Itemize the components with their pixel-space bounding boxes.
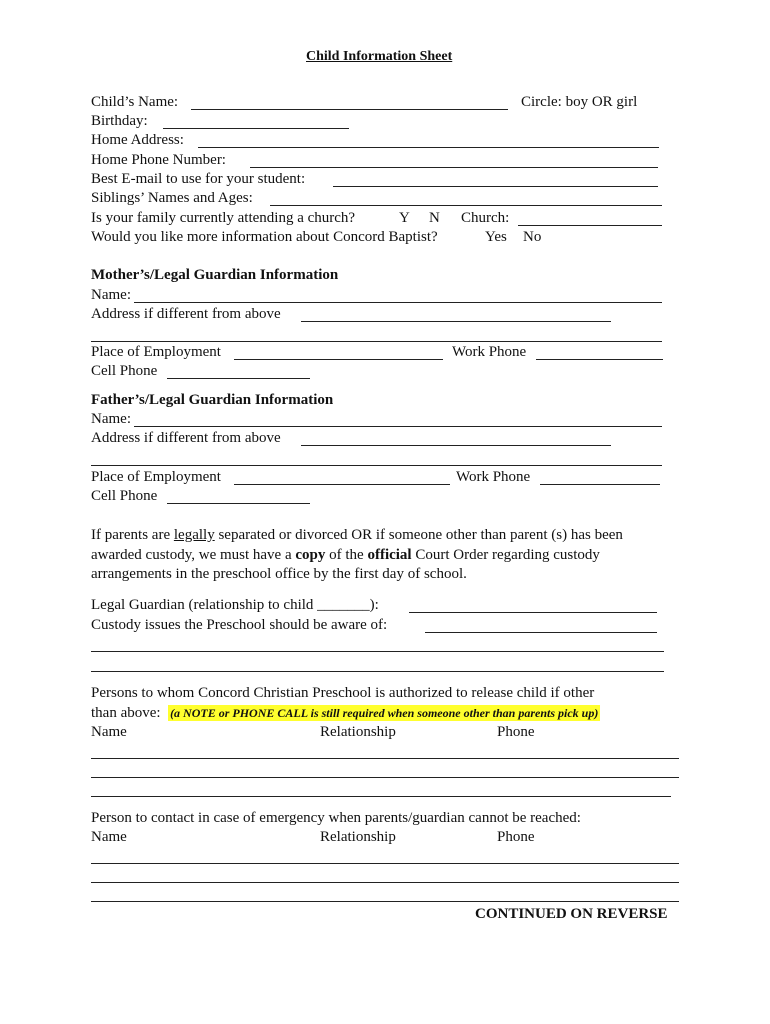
custody-issues-line2[interactable] (91, 651, 664, 652)
custody-issues-line3[interactable] (91, 671, 664, 672)
birthday-label: Birthday: (91, 113, 148, 129)
page-title: Child Information Sheet (306, 49, 453, 64)
father-name-field[interactable] (134, 426, 662, 427)
father-cell-field[interactable] (167, 503, 310, 504)
continued-footer: CONTINUED ON REVERSE (475, 906, 668, 922)
birthday-field[interactable] (163, 128, 349, 129)
release-line-1[interactable] (91, 758, 679, 759)
release-intro-2: than above: (a NOTE or PHONE CALL is still required when someone other than parents pick up) (91, 705, 599, 721)
mother-employment-label: Place of Employment (91, 344, 221, 360)
church-field[interactable] (518, 225, 662, 226)
more-info-yes-option[interactable]: Yes (485, 229, 507, 245)
legal-guardian-field[interactable] (409, 612, 657, 613)
church-question: Is your family currently attending a church? (91, 210, 356, 226)
father-name-label: Name: (91, 411, 131, 427)
emergency-col-relationship: Relationship (320, 829, 396, 845)
father-work-phone-field[interactable] (540, 484, 660, 485)
home-address-label: Home Address: (91, 132, 184, 148)
home-address-field[interactable] (198, 147, 659, 148)
custody-issues-label: Custody issues the Preschool should be aware of: (91, 617, 388, 633)
church-yes-option[interactable]: Y (399, 210, 410, 226)
mother-address-label: Address if different from above (91, 306, 281, 322)
child-name-field[interactable] (191, 109, 508, 110)
mother-address-field[interactable] (301, 321, 611, 322)
home-phone-field[interactable] (250, 167, 658, 168)
home-phone-label: Home Phone Number: (91, 152, 226, 168)
father-heading: Father’s/Legal Guardian Information (91, 392, 334, 408)
father-address-label: Address if different from above (91, 430, 281, 446)
emergency-col-name: Name (91, 829, 127, 845)
child-name-label: Child’s Name: (91, 94, 179, 110)
release-line-3[interactable] (91, 796, 671, 797)
email-field[interactable] (333, 186, 658, 187)
release-intro: Persons to whom Concord Christian Preschool is authorized to release child if other (91, 685, 595, 701)
emergency-line-1[interactable] (91, 863, 679, 864)
church-label: Church: (461, 210, 510, 226)
mother-name-field[interactable] (134, 302, 662, 303)
emergency-line-2[interactable] (91, 882, 679, 883)
emergency-col-phone: Phone (497, 829, 535, 845)
mother-cell-label: Cell Phone (91, 363, 158, 379)
release-col-name: Name (91, 724, 127, 740)
father-address-line2[interactable] (91, 465, 662, 466)
release-note: (a NOTE or PHONE CALL is still required when someone other than parents pick up) (170, 706, 599, 720)
mother-employment-field[interactable] (234, 359, 443, 360)
emergency-line-3[interactable] (91, 901, 679, 902)
release-line-2[interactable] (91, 777, 679, 778)
mother-cell-field[interactable] (167, 378, 310, 379)
father-cell-label: Cell Phone (91, 488, 158, 504)
official-emphasis: official (367, 546, 412, 563)
mother-work-phone-label: Work Phone (452, 344, 527, 360)
mother-name-label: Name: (91, 287, 131, 303)
more-info-no-option[interactable]: No (523, 229, 542, 245)
copy-emphasis: copy (295, 546, 326, 563)
siblings-field[interactable] (270, 205, 662, 206)
mother-address-line2[interactable] (91, 341, 662, 342)
gender-prompt: Circle: boy OR girl (521, 94, 638, 110)
father-address-field[interactable] (301, 445, 611, 446)
release-col-relationship: Relationship (320, 724, 396, 740)
church-no-option[interactable]: N (429, 210, 440, 226)
custody-paragraph: If parents are legally separated or divorced OR if someone other than parent (s) has been awarded custody, we must have a copy of the official Court Order regarding custody arrangements in the preschool office by the first day of school. (91, 527, 623, 582)
legal-guardian-label: Legal Guardian (relationship to child _______): (91, 597, 379, 613)
father-employment-label: Place of Employment (91, 469, 221, 485)
father-work-phone-label: Work Phone (456, 469, 531, 485)
email-label: Best E-mail to use for your student: (91, 171, 306, 187)
siblings-label: Siblings’ Names and Ages: (91, 190, 253, 206)
legally-emphasis: legally (173, 527, 215, 543)
more-info-question: Would you like more information about Concord Baptist? (91, 229, 438, 245)
release-col-phone: Phone (497, 724, 535, 740)
emergency-intro: Person to contact in case of emergency when parents/guardian cannot be reached: (91, 810, 581, 826)
father-employment-field[interactable] (234, 484, 450, 485)
custody-issues-field[interactable] (425, 632, 657, 633)
mother-work-phone-field[interactable] (536, 359, 663, 360)
mother-heading: Mother’s/Legal Guardian Information (91, 267, 339, 283)
